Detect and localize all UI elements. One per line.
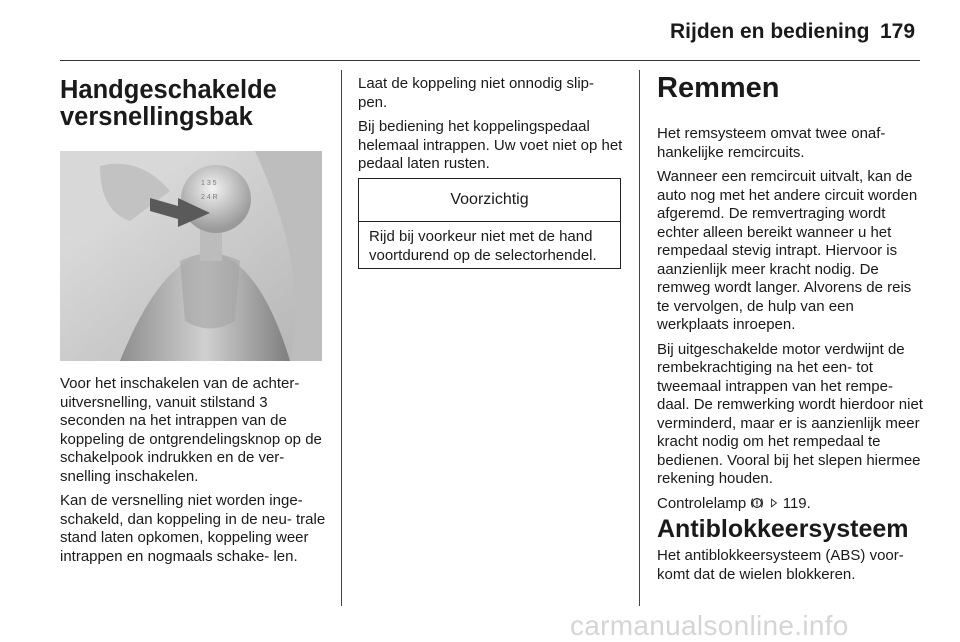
watermark: carmanualsonline.info [570,610,849,641]
left-column-text [60,375,328,572]
caution-text: Rijd bij voorkeur niet met de hand voortdurend op de selectorhendel. [369,228,597,264]
page-reference-number: 119. [782,494,811,512]
column-divider-left [341,70,342,606]
paragraph: Voor het inschakelen van de achter- uitversnelling, vanuit stilstand 3 seconden na het intrappen van de koppeling de ontgrendelingsknop op de schakelpook indrukken en de ver- snelling inschakelen. [60,375,322,485]
middle-column-text [358,75,624,180]
section-heading-manual-gearbox: Handgeschakelde versnellingsbak [60,76,277,131]
warning-light-reference [657,495,923,514]
gear-knob-image [60,151,322,361]
page-reference-icon [769,496,779,510]
page-header [0,0,960,60]
gear-shift-illustration [60,151,322,361]
caution-box [358,178,621,269]
svg-text:2 4 R: 2 4 R [201,194,218,201]
section-heading-abs: Antiblokkeersysteem [657,515,909,543]
caution-title: Voorzichtig [359,179,620,222]
paragraph: Het remsysteem omvat twee onaf- hankelijke remcircuits. [657,125,886,161]
abs-text [657,547,923,584]
paragraph: Kan de versnelling niet worden inge- schakeld, dan koppeling in de neu- trale stand laten opkomen, koppeling weer intrappen en nogmaals schake- len. [60,492,326,565]
section-heading-brakes: Remmen [657,72,780,104]
brake-warning-icon [750,496,764,510]
right-column-text [657,125,923,519]
svg-text:1 3 5: 1 3 5 [201,180,217,187]
running-title: Rijden en bediening [670,20,870,43]
header-rule [60,60,920,61]
page-number: 179 [880,20,916,43]
paragraph: Laat de koppeling niet onnodig slip- pen. [358,75,595,111]
paragraph: Bij bediening het koppelingspedaal helemaal intrappen. Uw voet niet op het pedaal laten rusten. [358,118,623,172]
paragraph: Het antiblokkeersysteem (ABS) voor- komt dat de wielen blokkeren. [657,547,904,583]
warning-light-label: Controlelamp [657,494,747,512]
column-divider-right [639,70,640,606]
paragraph: Wanneer een remcircuit uitvalt, kan de auto nog met het andere circuit worden afgeremd. De remvertraging wordt echter alleen bereikt wanneer u het rempedaal stevig intrapt. Hiervoor is aanzienlijk meer kracht nodig. De remweg wordt langer. Alvorens de reis te vervolgen, de hulp van een werkplaats inroepen. [657,168,918,333]
paragraph: Bij uitgeschakelde motor verdwijnt de rembekrachtiging na het een- tot tweemaal intrappen van het rempe- daal. De remwerking wordt hierdoor niet verminderd, maar er is aanzienlijk meer kracht nodig om het rempedaal te bedienen. Vooral bij het slepen hiermee rekening houden. [657,340,923,487]
